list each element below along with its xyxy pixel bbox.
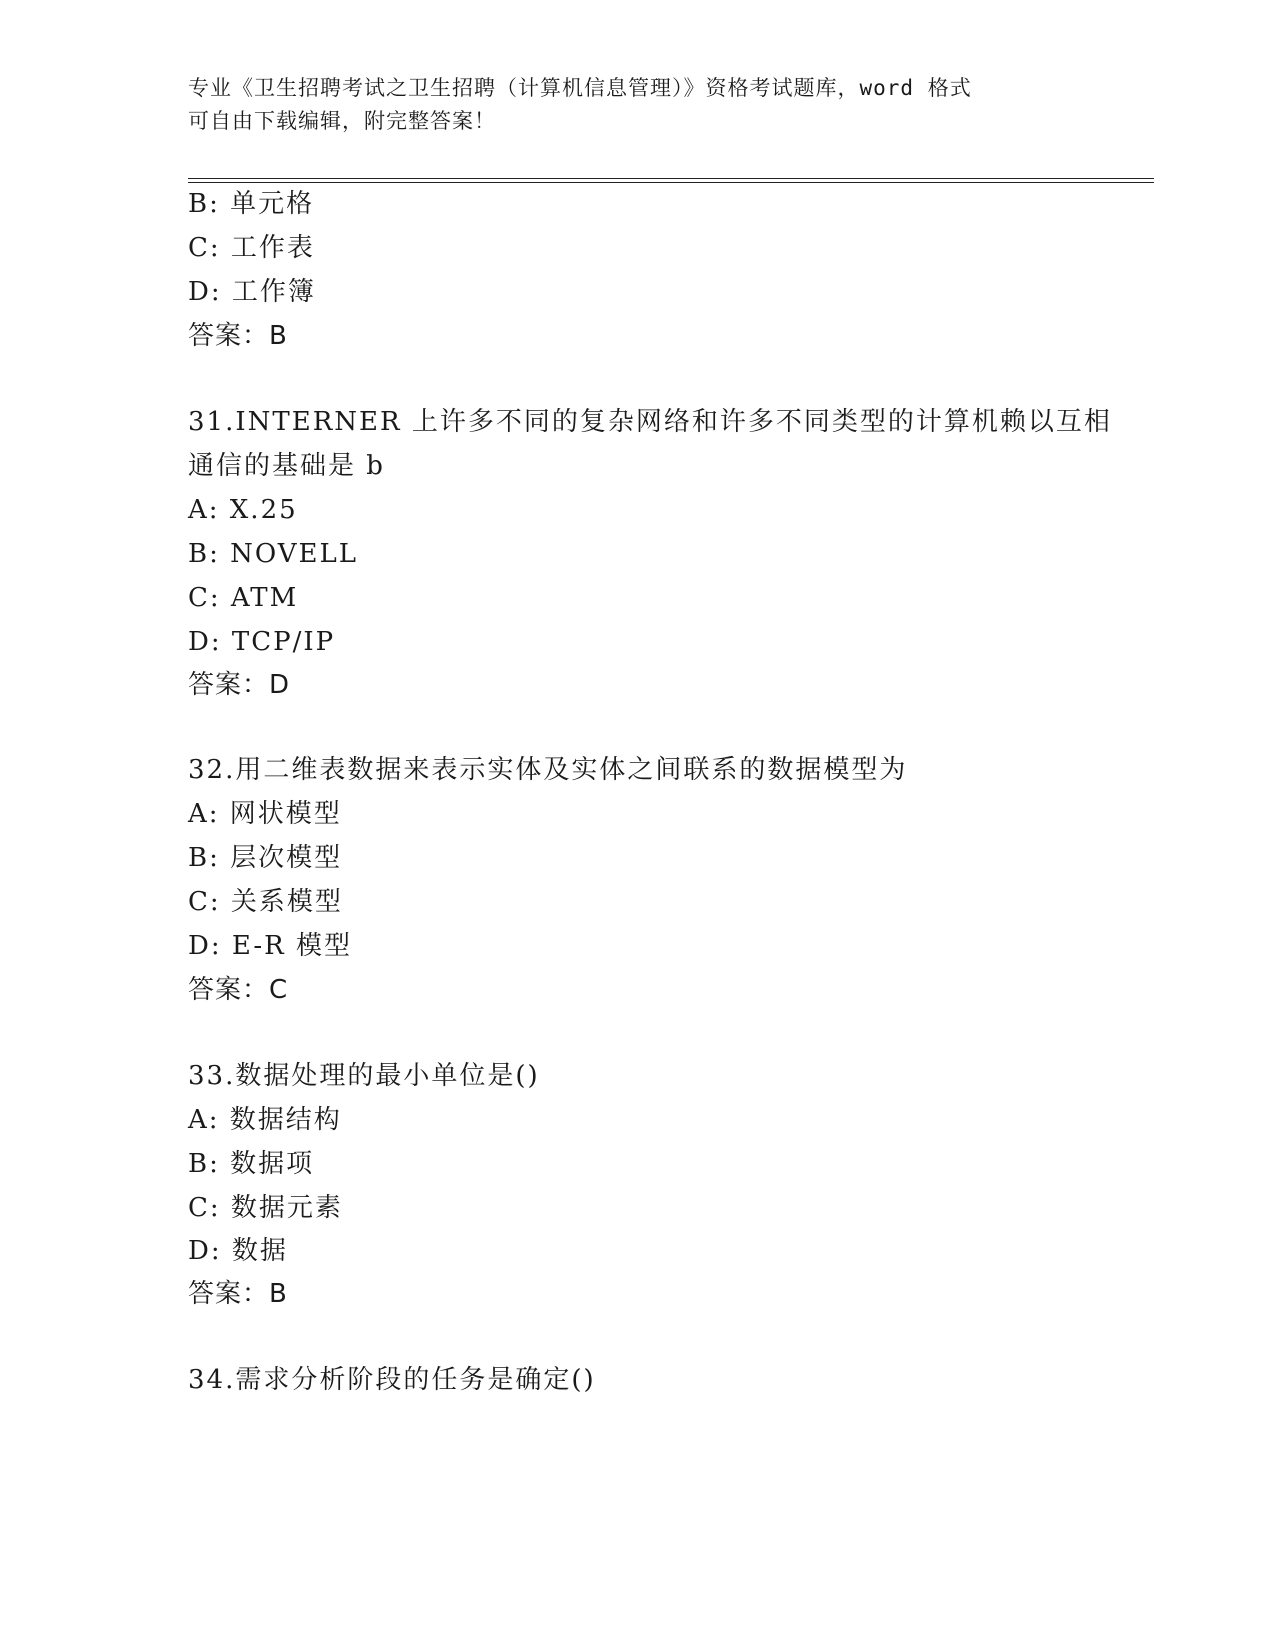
q31-option-d: D: TCP/IP	[188, 627, 336, 657]
q31-answer: 答案：D	[188, 670, 291, 700]
document-header	[188, 72, 1088, 138]
q32-option-b: B: 层次模型	[188, 843, 343, 873]
q30-option-c: C: 工作表	[188, 233, 315, 263]
q30-option-d: D: 工作簿	[188, 277, 316, 307]
q33-option-a: A: 数据结构	[188, 1105, 342, 1135]
q30-answer: 答案：B	[188, 321, 288, 351]
header-divider	[188, 178, 1154, 183]
q33-option-c: C: 数据元素	[188, 1193, 343, 1223]
q32-option-d: D: E-R 模型	[188, 931, 352, 961]
q31-option-c: C: ATM	[188, 583, 299, 613]
q31-option-a: A: X.25	[188, 495, 298, 525]
q33-question: 33.数据处理的最小单位是()	[188, 1061, 540, 1091]
q31-option-b: B: NOVELL	[188, 539, 359, 569]
q32-answer: 答案：C	[188, 975, 289, 1005]
q32-question: 32.用二维表数据来表示实体及实体之间联系的数据模型为	[188, 755, 908, 785]
q33-option-d: D: 数据	[188, 1236, 288, 1266]
q31-question-line-2: 通信的基础是 b	[188, 451, 385, 481]
q30-option-b: B: 单元格	[188, 189, 315, 219]
header-title-line-2: 可自由下载编辑，附完整答案！	[188, 109, 496, 133]
q31-question-line-1: 31.INTERNER 上许多不同的复杂网络和许多不同类型的计算机赖以互相	[188, 407, 1112, 437]
q33-option-b: B: 数据项	[188, 1149, 315, 1179]
q32-option-a: A: 网状模型	[188, 799, 342, 829]
header-title-line-1: 专业《卫生招聘考试之卫生招聘（计算机信息管理）》资格考试题库，word 格式	[188, 76, 972, 100]
q34-question: 34.需求分析阶段的任务是确定()	[188, 1365, 596, 1395]
q33-answer: 答案：B	[188, 1279, 288, 1309]
q32-option-c: C: 关系模型	[188, 887, 343, 917]
